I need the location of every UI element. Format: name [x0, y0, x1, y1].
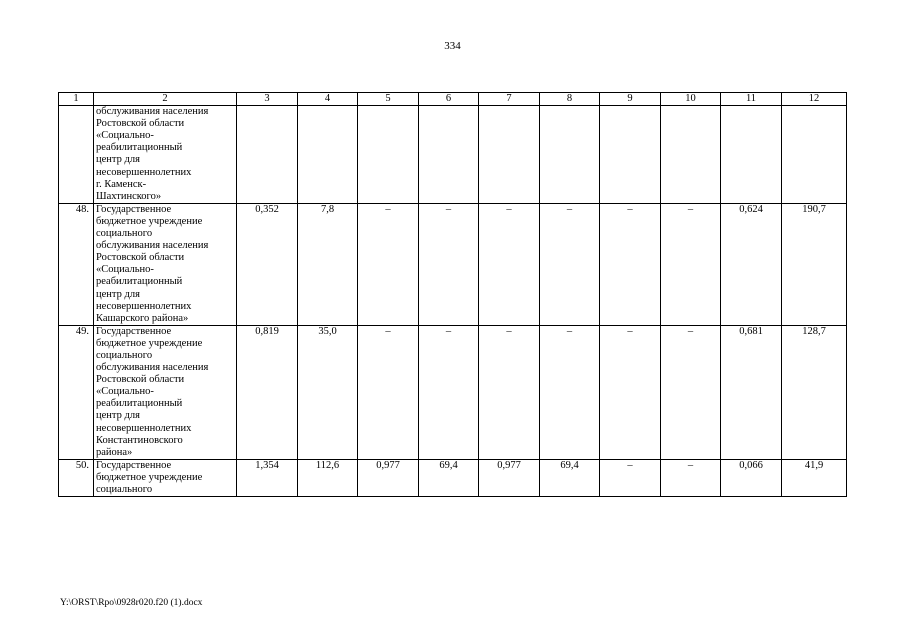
institution-name — [94, 325, 237, 459]
institution-name-line: несовершеннолетних — [96, 166, 192, 178]
value-cell — [358, 106, 419, 204]
value-cell — [479, 106, 540, 204]
institution-name — [94, 459, 237, 496]
table-row — [59, 459, 847, 496]
institution-name-line: обслуживания населения — [96, 106, 209, 118]
value-cell — [721, 106, 782, 204]
value-cell: – — [540, 203, 600, 325]
column-number-header: 6 — [419, 93, 479, 106]
value-cell — [600, 106, 661, 204]
institution-name-line: Кашарского района» — [96, 312, 189, 324]
institution-name-line: Шахтинского» — [96, 190, 162, 202]
column-number-header: 10 — [661, 93, 721, 106]
value-cell: 35,0 — [298, 325, 358, 459]
institution-name-line: реабилитационный — [96, 276, 183, 288]
institution-name-line: реабилитационный — [96, 142, 183, 154]
value-cell — [419, 106, 479, 204]
institution-name-line: центр для — [96, 288, 140, 300]
institution-name-line: Ростовской области — [96, 374, 185, 386]
value-cell: 190,7 — [782, 203, 847, 325]
column-number-header: 11 — [721, 93, 782, 106]
institution-name-line: Константиновского — [96, 434, 183, 446]
value-cell: – — [600, 325, 661, 459]
value-cell: – — [540, 325, 600, 459]
column-number-header: 2 — [94, 93, 237, 106]
value-cell — [237, 106, 298, 204]
column-number-header: 8 — [540, 93, 600, 106]
institution-name-line: обслуживания населения — [96, 240, 209, 252]
table-row — [59, 325, 847, 459]
value-cell: 41,9 — [782, 459, 847, 496]
value-cell: – — [600, 459, 661, 496]
value-cell: – — [479, 325, 540, 459]
institution-name-line: социального — [96, 349, 153, 361]
value-cell — [298, 106, 358, 204]
institution-name-line: «Социально- — [96, 264, 154, 276]
column-number-row — [59, 93, 847, 106]
institution-name-line: реабилитационный — [96, 398, 183, 410]
institution-name-line: социального — [96, 228, 153, 240]
institution-name-line: района» — [96, 446, 133, 458]
table-row — [59, 203, 847, 325]
column-number-header: 1 — [59, 93, 94, 106]
table-row — [59, 106, 847, 204]
value-cell: – — [479, 203, 540, 325]
value-cell — [782, 106, 847, 204]
institution-name-line: бюджетное учреждение — [96, 337, 203, 349]
institution-name-line: центр для — [96, 154, 140, 166]
page-number: 334 — [444, 40, 461, 52]
institution-name-line: бюджетное учреждение — [96, 215, 203, 227]
column-number-header: 4 — [298, 93, 358, 106]
value-cell — [661, 106, 721, 204]
value-cell: 0,624 — [721, 203, 782, 325]
value-cell: 69,4 — [419, 459, 479, 496]
column-number-header: 5 — [358, 93, 419, 106]
value-cell: 69,4 — [540, 459, 600, 496]
institution-name-line: Государственное — [96, 203, 172, 215]
value-cell: – — [661, 325, 721, 459]
file-path-footer: Y:\ORST\Rpo\0928r020.f20 (1).docx — [60, 598, 203, 608]
row-number: 48. — [59, 203, 94, 325]
value-cell: 112,6 — [298, 459, 358, 496]
institution-name-line: Ростовской области — [96, 252, 185, 264]
value-cell: 128,7 — [782, 325, 847, 459]
value-cell: 0,819 — [237, 325, 298, 459]
institution-name-line: обслуживания населения — [96, 362, 209, 374]
value-cell: – — [661, 203, 721, 325]
value-cell: 0,352 — [237, 203, 298, 325]
value-cell: 0,977 — [358, 459, 419, 496]
value-cell: – — [600, 203, 661, 325]
column-number-header: 7 — [479, 93, 540, 106]
value-cell: – — [419, 203, 479, 325]
value-cell — [540, 106, 600, 204]
institution-name-line: несовершеннолетних — [96, 422, 192, 434]
value-cell: – — [358, 325, 419, 459]
value-cell: 0,681 — [721, 325, 782, 459]
value-cell: 0,066 — [721, 459, 782, 496]
value-cell: 1,354 — [237, 459, 298, 496]
institution-name-line: Ростовской области — [96, 118, 185, 130]
row-number: 50. — [59, 459, 94, 496]
institution-name-line: Государственное — [96, 325, 172, 337]
institution-name-line: «Социально- — [96, 130, 154, 142]
institution-name-line: «Социально- — [96, 386, 154, 398]
institution-name-line: Государственное — [96, 459, 172, 471]
value-cell: – — [358, 203, 419, 325]
institution-name-line: бюджетное учреждение — [96, 471, 203, 483]
value-cell: – — [419, 325, 479, 459]
row-number: 49. — [59, 325, 94, 459]
institution-name — [94, 106, 237, 204]
institution-name-line: г. Каменск- — [96, 178, 147, 190]
row-number — [59, 106, 94, 204]
column-number-header: 12 — [782, 93, 847, 106]
column-number-header: 9 — [600, 93, 661, 106]
column-number-header: 3 — [237, 93, 298, 106]
report-table — [58, 92, 847, 497]
value-cell: 7,8 — [298, 203, 358, 325]
institution-name-line: социального — [96, 484, 153, 495]
value-cell: 0,977 — [479, 459, 540, 496]
institution-name-line: несовершеннолетних — [96, 300, 192, 312]
value-cell: – — [661, 459, 721, 496]
institution-name-line: центр для — [96, 410, 140, 422]
institution-name — [94, 203, 237, 325]
